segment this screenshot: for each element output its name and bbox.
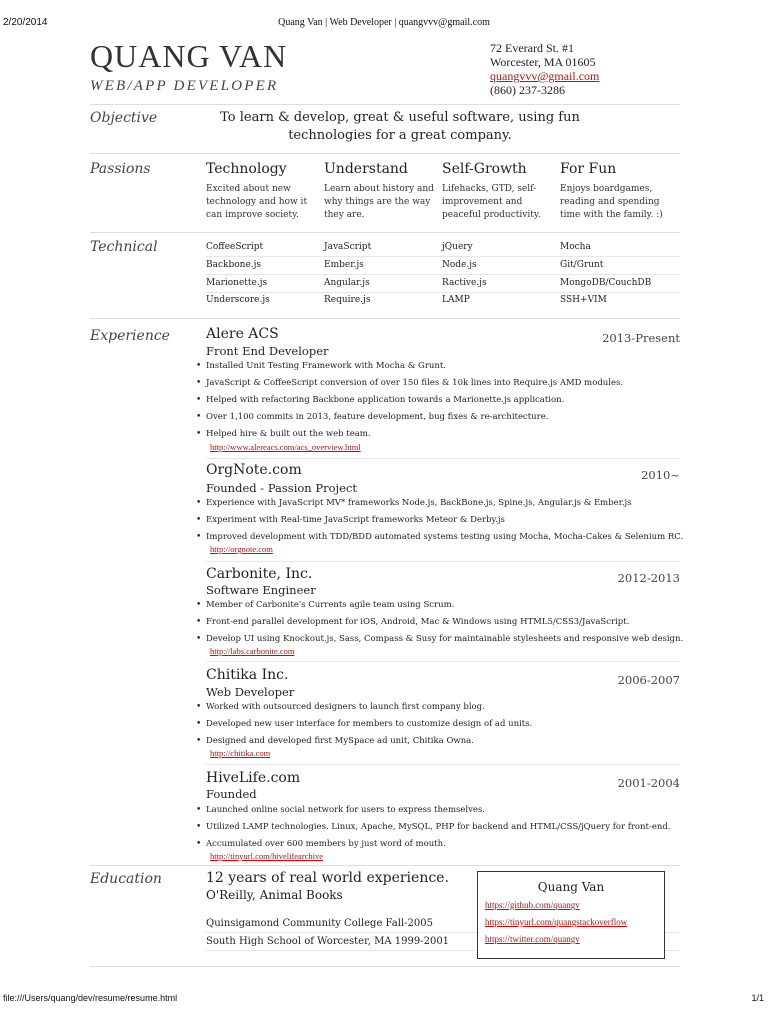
job-company: OrgNote.com [206, 462, 302, 478]
job-bullet: • Utilized LAMP technologies. Linux, Apache, MySQL, PHP for backend and HTML/CSS/jQuery for front-end. [196, 819, 696, 836]
tech-cell: Ember.js [324, 260, 364, 270]
job-bullet: • Improved development with TDD/BDD automated systems testing using Mocha, Mocha-Cakes & Selenium RC. [196, 529, 696, 546]
job-bullets [196, 495, 696, 546]
job-dates: 2001-2004 [617, 776, 680, 790]
tech-row-divider [206, 292, 680, 293]
passion-text: Excited about new technology and how it can improve society. [206, 184, 308, 220]
job-link[interactable]: http://tinyurl.com/hivelifearchive [210, 851, 324, 861]
job-role: Software Engineer [206, 583, 316, 597]
tech-cell: JavaScript [324, 242, 372, 252]
passion-text: Learn about history and why things are the way they are. [324, 184, 434, 220]
resume-name: QUANG VAN [90, 38, 288, 74]
twitter-link[interactable]: https://twitter.com/quangv [485, 934, 580, 944]
print-date: 2/20/2014 [3, 17, 48, 28]
job-bullets [196, 802, 696, 853]
job-dates: 2012-2013 [617, 571, 680, 585]
objective-text: To learn & develop, great & useful software, using fun technologies for a great company. [220, 110, 580, 143]
job-dates: 2013-Present [602, 331, 680, 345]
education-headline: 12 years of real world experience. [206, 870, 449, 886]
job-role: Founded [206, 787, 257, 801]
job-bullet: • Designed and developed first MySpace ad unit, Chitika Owna. [196, 733, 696, 750]
print-footer-path: file:///Users/quang/dev/resume/resume.html [3, 993, 178, 1003]
section-divider [90, 318, 680, 319]
job-bullet: • Helped hire & built out the web team. [196, 426, 696, 443]
section-divider [90, 966, 680, 967]
job-bullets [196, 699, 696, 750]
job-bullets [196, 358, 696, 443]
print-footer-page: 1/1 [751, 993, 764, 1003]
job-dates: 2006-2007 [617, 673, 680, 687]
tech-cell: Backbone.js [206, 260, 262, 270]
passion-text: Enjoys boardgames, reading and spending time with the family. :) [560, 184, 663, 220]
job-bullet: • Installed Unit Testing Framework with Mocha & Grunt. [196, 358, 696, 375]
job-bullet: • Experiment with Real-time JavaScript frameworks Meteor & Derby.js [196, 512, 696, 529]
job-bullet: • Over 1,100 commits in 2013, feature development, bug fixes & re-architecture. [196, 409, 696, 426]
address-city: Worcester, MA 01605 [490, 55, 596, 69]
tech-row-divider [206, 256, 680, 257]
section-divider [90, 232, 680, 233]
section-objective-label: Objective [90, 110, 158, 126]
card-name: Quang Van [537, 880, 605, 894]
job-role: Web Developer [206, 685, 295, 699]
tech-cell: Ractive.js [442, 278, 487, 288]
stackoverflow-link[interactable]: https://tinyurl.com/quangstackoverflow [485, 917, 628, 927]
job-company: HiveLife.com [206, 770, 301, 786]
resume-role: WEB/APP DEVELOPER [90, 78, 279, 94]
job-link[interactable]: http://orgnote.com [210, 544, 273, 554]
section-divider [90, 104, 680, 105]
address-street: 72 Everard St. #1 [490, 41, 574, 55]
passion-title: For Fun [560, 161, 617, 177]
job-divider [206, 764, 680, 765]
section-divider [90, 865, 680, 866]
tech-cell: Underscore.js [206, 295, 270, 305]
job-divider [206, 561, 680, 562]
job-bullet: • Developed new user interface for members to customize design of ad units. [196, 716, 696, 733]
tech-cell: jQuery [442, 242, 473, 252]
job-bullet: • Launched online social network for users to express themselves. [196, 802, 696, 819]
job-bullet: • Experience with JavaScript MV* frameworks Node.js, BackBone.js, Spine.js, Angular.js & Ember.js [196, 495, 696, 512]
passion-title: Self-Growth [442, 161, 527, 177]
tech-cell: Angular.js [324, 278, 370, 288]
job-role: Founded - Passion Project [206, 481, 357, 495]
passion-title: Understand [324, 161, 408, 177]
section-technical-label: Technical [90, 239, 158, 255]
job-bullet: • Develop UI using Knockout.js, Sass, Compass & Susy for maintainable stylesheets and responsive web design. [196, 631, 696, 648]
print-title: Quang Van | Web Developer | quangvvv@gmail.com [278, 17, 490, 28]
tech-cell: Marionette.js [206, 278, 268, 288]
school-entry: Quinsigamond Community College Fall-2005 [206, 918, 433, 929]
job-link[interactable]: http://chitika.com [210, 748, 271, 758]
education-subline: O'Reilly, Animal Books [206, 888, 343, 902]
section-education-label: Education [90, 871, 162, 887]
job-company: Alere ACS [206, 326, 279, 342]
tech-cell: Git/Grunt [560, 260, 604, 270]
job-bullet: • Worked with outsourced designers to launch first company blog. [196, 699, 696, 716]
passion-title: Technology [206, 161, 287, 177]
contact-card [477, 871, 665, 959]
job-bullet: • Accumulated over 600 members by just word of mouth. [196, 836, 696, 853]
job-company: Carbonite, Inc. [206, 566, 313, 582]
section-passions-label: Passions [90, 161, 151, 177]
tech-cell: Require.js [324, 295, 371, 305]
tech-cell: Node.js [442, 260, 477, 270]
passion-text: Lifehacks, GTD, self-improvement and peaceful productivity. [442, 184, 541, 220]
tech-cell: SSH+VIM [560, 295, 607, 305]
school-entry: South High School of Worcester, MA 1999-2001 [206, 936, 450, 947]
tech-cell: CoffeeScript [206, 242, 264, 252]
job-divider [206, 661, 680, 662]
job-bullet: • Front-end parallel development for iOS, Android, Mac & Windows using HTML5/CSS3/JavaScript. [196, 614, 696, 631]
job-dates: 2010~ [641, 468, 680, 482]
email-link[interactable]: quangvvv@gmail.com [490, 69, 600, 83]
job-bullet: • Helped with refactoring Backbone application towards a Marionette.js application. [196, 392, 696, 409]
github-link[interactable]: https://github.com/quangv [485, 900, 580, 910]
phone-number: (860) 237-3286 [490, 83, 565, 97]
job-company: Chitika Inc. [206, 667, 289, 683]
job-role: Front End Developer [206, 344, 329, 358]
tech-cell: Mocha [560, 242, 591, 252]
section-experience-label: Experience [90, 328, 170, 344]
job-link[interactable]: http://www.alereacs.com/acs_overview.html [210, 442, 361, 452]
job-bullet: • Member of Carbonite's Currents agile team using Scrum. [196, 597, 696, 614]
job-divider [206, 458, 680, 459]
job-bullet: • JavaScript & CoffeeScript conversion of over 150 files & 10k lines into Require.js AMD modules. [196, 375, 696, 392]
tech-cell: LAMP [442, 295, 470, 305]
section-divider [90, 153, 680, 154]
tech-row-divider [206, 274, 680, 275]
tech-cell: MongoDB/CouchDB [560, 278, 652, 288]
job-link[interactable]: http://labs.carbonite.com [210, 646, 295, 656]
job-bullets [196, 597, 696, 648]
